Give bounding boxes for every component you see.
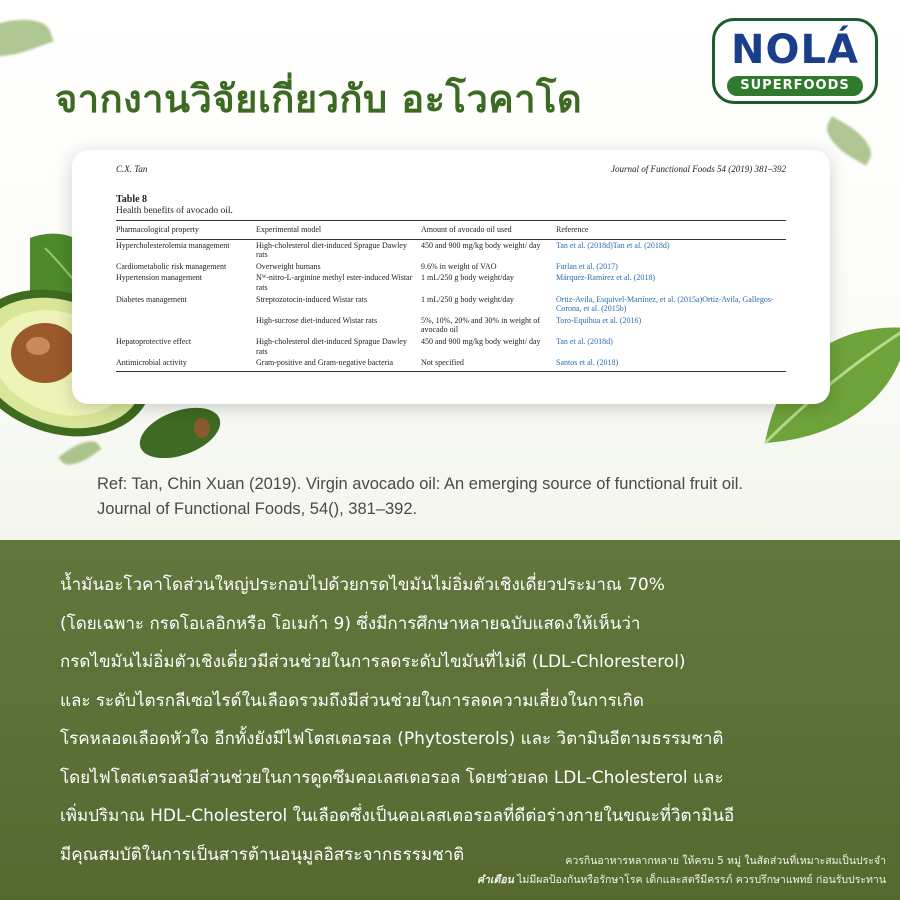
paper-journal: Journal of Functional Foods 54 (2019) 381–392 [611,164,786,174]
body-line: น้ำมันอะโวคาโดส่วนใหญ่ประกอบไปด้วยกรดไขมันไม่อิ่มตัวเชิงเดี่ยวประมาณ 70% [60,575,665,595]
body-line: เพิ่มปริมาณ HDL-Cholesterol ในเลือดซึ่งเป็นคอเลสเตอรอลที่ดีต่อร่างกายในขณะที่วิตามินอี [60,806,735,826]
table-header-cell: Pharmacological property [116,221,256,240]
table-cell: 1 mL/250 g body weight/day [421,273,514,283]
body-paragraph [60,566,860,874]
logo-brand-text: NOLÁ [731,27,859,73]
table-header-cell: Amount of avocado oil used [421,221,556,240]
disclaimer [477,852,886,890]
table-cell: High-sucrose diet-induced Wistar rats [256,315,378,325]
table-number: Table 8 [116,194,148,205]
warning-label: คำเตือน [477,874,514,886]
table-row [116,272,786,293]
table-row [116,294,786,315]
table-row [116,261,786,273]
brand-logo [712,18,878,104]
citation-line: Ref: Tan, Chin Xuan (2019). Virgin avocado oil: An emerging source of functional fruit oil. [97,475,744,493]
table-header-cell: Experimental model [256,221,421,240]
table-caption: Health benefits of avocado oil. [116,206,233,216]
table-cell [116,315,256,336]
body-line: โดยไฟโตสเตรอลมีส่วนช่วยในการดูดซึมคอเลสเตอรอล โดยช่วยลด LDL-Cholesterol และ [60,767,724,788]
table-cell: Overweight humans [256,261,321,271]
table-cell: 5%, 10%, 20% and 30% in weight of avocado oil [421,315,540,335]
info-panel [0,540,900,900]
table-cell: Gram-positive and Gram-negative bacteria [256,357,421,371]
disclaimer-warning [477,871,886,890]
reference-link[interactable]: Toro-Equihua et al. (2016) [556,315,642,325]
table-cell: 1 mL/250 g body weight/day [421,294,514,304]
table-cell: High-cholesterol diet-induced Sprague Dawley rats [256,240,407,260]
table-cell: Hepatoprotective effect [116,336,192,346]
page-title: จากงานวิจัยเกี่ยวกับ อะโวคาโด [55,77,583,121]
table-cell: Diabetes management [116,294,187,304]
table-cell: Antimicrobial activity [116,357,256,371]
table-row [116,315,786,336]
body-line: โรคหลอดเลือดหัวใจ อีกทั้งยังมีไฟโตสเตอรอล (Phytosterols) และ วิตามินอีตามธรรมชาติ [60,729,724,749]
citation-line: Journal of Functional Foods, 54(), 381–392. [97,500,418,518]
table-cell: Cardiometabolic risk management [116,261,227,271]
body-line: มีคุณสมบัติในการเป็นสารต้านอนุมูลอิสระจากธรรมชาติ [60,844,465,865]
table-cell: Not specified [421,357,556,371]
health-benefits-table [116,220,786,372]
table-cell: Hypercholesterolemia management [116,240,230,250]
reference-link[interactable]: Tan et al. (2018d) [556,336,613,346]
table-row [116,239,786,261]
table-cell: 450 and 900 mg/kg body weight/ day [421,336,541,346]
table-cell: Streptozotocin-induced Wistar rats [256,294,368,304]
body-line: (โดยเฉพาะ กรดโอเลอิกหรือ โอเมก้า 9) ซึ่งมีการศึกษาหลายฉบับแสดงให้เห็นว่า [60,613,641,634]
paper-author: C.X. Tan [116,164,148,174]
leaf-decoration [0,7,54,68]
reference-link[interactable]: Márquez-Ramírez et al. (2018) [556,273,656,283]
table-cell: High-cholesterol diet-induced Sprague Dawley rats [256,336,407,356]
citation [97,472,857,522]
logo-sub-text: SUPERFOODS [727,76,863,96]
reference-link[interactable]: Furlan et al. (2017) [556,261,618,271]
table-cell: Hypertension management [116,273,202,283]
body-line: กรดไขมันไม่อิ่มตัวเชิงเดี่ยวมีส่วนช่วยในการลดระดับไขมันที่ไม่ดี (LDL-Chloresterol) [60,652,686,672]
reference-link[interactable]: Tan et al. (2018d)Tan et al. (2018d) [556,240,670,250]
body-line: และ ระดับไตรกลีเซอไรด์ในเลือดรวมถึงมีส่วนช่วยในการลดความเสี่ยงในการเกิด [60,690,644,711]
table-cell: Nᵂ-nitro-L-arginine methyl ester-induced Wistar rats [256,273,413,292]
table-cell: 450 and 900 mg/kg body weight/ day [421,240,541,250]
warning-text: ไม่มีผลป้องกันหรือรักษาโรค เด็กและสตรีมีครรภ์ ควรปรึกษาแพทย์ ก่อนรับประทาน [513,874,886,886]
table-cell: 9.6% in weight of VAO [421,261,497,271]
disclaimer-line: ควรกินอาหารหลากหลาย ให้ครบ 5 หมู่ ในสัดส่วนที่เหมาะสมเป็นประจำ [565,855,886,867]
research-table-card [72,150,830,404]
table-header-cell: Reference [556,221,786,240]
reference-link[interactable]: Santos et al. (2018) [556,357,786,371]
reference-link[interactable]: Ortiz-Avila, Esquivel-Martínez, et al. (2015a)Ortiz-Avila, Gallegos-Corona, et al. (2015b) [556,294,774,314]
table-header-row [116,221,786,240]
table-row [116,336,786,357]
table-row [116,357,786,371]
